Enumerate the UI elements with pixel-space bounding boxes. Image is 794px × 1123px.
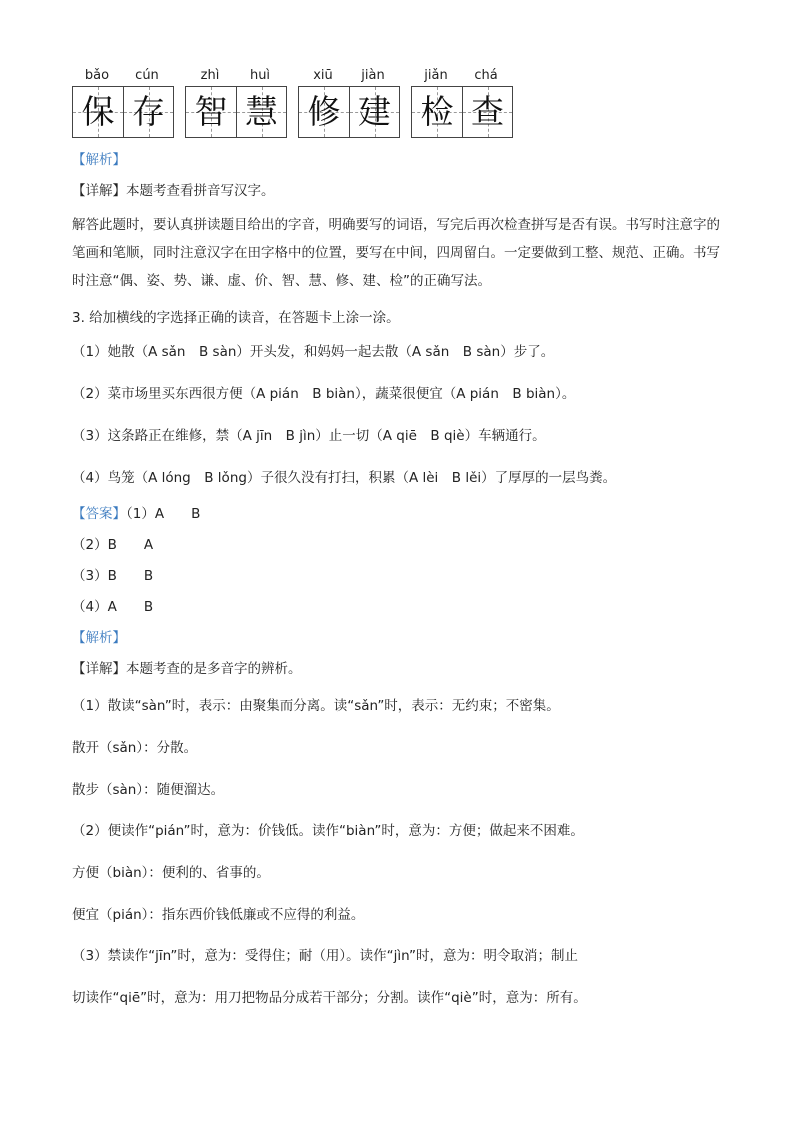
explanation-line: 方便（biàn）：便利的、省事的。 [72,865,270,881]
question-title: 3. 给加横线的字选择正确的读音，在答题卡上涂一涂。 [72,310,400,326]
jiexi-heading: 【解析】 [72,152,126,168]
hanzi: 建 [358,92,391,131]
hanzi: 查 [471,92,504,131]
question-item: （1）她散（A sǎn B sàn）开头发，和妈妈一起去散（A sǎn B sàn）步了。 [72,344,555,360]
answer-line: （4）A B [72,599,154,615]
jiexi-heading: 【解析】 [72,630,126,646]
xiangjie-text: 本题考查的是多音字的辨析。 [126,661,302,677]
xiangjie-text: 本题考查看拼音写汉字。 [126,183,275,199]
hanzi: 慧 [245,92,278,131]
explanation-line: （2）便读作“pián”时，意为：价钱低。读作“biàn”时，意为：方便；做起来不困难。 [72,823,584,839]
tianzige-group [298,86,400,138]
pinyin: zhì [200,68,220,83]
tianzige-group [72,86,174,138]
tianzige-cell [123,87,173,137]
tianzige-cell [186,87,236,137]
xiangjie-line [72,659,734,679]
xiangjie-line [72,181,734,201]
hanzi: 修 [307,92,341,131]
xiangjie-tag: 【详解】 [72,183,126,199]
question-item: （3）这条路正在维修，禁（A jīn B jìn）止一切（A qiē B qiè）车辆通行。 [72,428,546,444]
pinyin: xiū [313,68,333,83]
tianzige-cell [299,87,349,137]
explanation-line: （3）禁读作“jīn”时，意为：受得住；耐（用）。读作“jìn”时，意为：明令取消；制止 [72,948,578,964]
explanation-line: 散步（sàn）：随便溜达。 [72,782,225,798]
explanation-line: （1）散读“sàn”时，表示：由聚集而分离。读“sǎn”时，表示：无约束；不密集。 [72,698,560,714]
pinyin: bǎo [84,68,110,83]
tianzige-cell [349,87,399,137]
hanzi: 存 [132,92,165,131]
pinyin: cún [135,68,159,83]
pinyin: chá [474,68,498,83]
hanzi: 检 [420,92,454,131]
question-item: （2）菜市场里买东西很方便（A pián B biàn），蔬菜很便宜（A pián B biàn）。 [72,386,576,402]
answer-line: （2）B A [72,537,154,553]
answer-line: （3）B B [72,568,154,584]
answer-tag: 【答案】 [72,506,126,522]
tianzige-cell [462,87,512,137]
hanzi: 保 [81,92,115,131]
xiangjie-tag: 【详解】 [72,661,126,677]
explanation-line: 切读作“qiē”时，意为：用刀把物品分成若干部分；分割。读作“qiè”时，意为：所有。 [72,990,587,1006]
tianzige-cell [236,87,286,137]
pinyin: jiàn [361,68,385,83]
tianzige-group [411,86,513,138]
explanation-paragraph: 解答此题时，要认真拼读题目给出的字音，明确要写的词语，写完后再次检查拼写是否有误。书写时注意字的笔画和笔顺，同时注意汉字在田字格中的位置，要写在中间，四周留白。一定要做到工整、规范、正确。书写时注意“偶、姿、势、谦、虚、价、智、慧、修、建、检”的正确写法。 [72,217,720,289]
tianzige-cell [412,87,462,137]
pinyin: jiǎn [424,68,448,83]
explanation-line: 散开（sǎn）：分散。 [72,740,198,756]
hanzi: 智 [194,92,228,131]
answer-line [72,504,734,524]
tianzige-cell [73,87,123,137]
answer-text: （1）A B [126,506,201,522]
question-item: （4）鸟笼（A lóng B lǒng）子很久没有打扫，积累（A lèi B lěi）了厚厚的一层鸟粪。 [72,470,617,486]
pinyin: huì [249,68,271,83]
explanation-line: 便宜（pián）：指东西价钱低廉或不应得的利益。 [72,907,365,923]
tianzige-group [185,86,287,138]
